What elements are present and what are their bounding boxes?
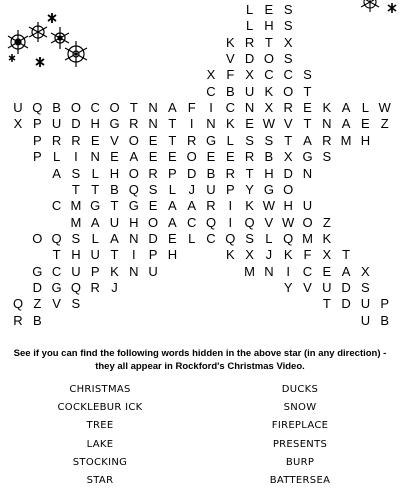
grid-letter: W (262, 198, 276, 214)
grid-letter: A (52, 165, 61, 181)
grid-letter: V (264, 214, 274, 230)
grid-letter: Q (225, 230, 236, 246)
grid-letter: P (32, 149, 42, 165)
grid-letter: L (168, 181, 176, 197)
grid-letter: T (91, 181, 100, 197)
grid-letter: Z (322, 214, 331, 230)
word-item: STAR (86, 475, 114, 487)
grid-letter: H (129, 214, 139, 230)
grid-letter: S (283, 18, 293, 34)
grid-letter: D (186, 165, 197, 181)
grid-letter: C (302, 263, 313, 279)
grid-letter: V (52, 296, 61, 312)
grid-letter: B (32, 312, 42, 328)
grid-letter: M (302, 230, 313, 246)
grid-letter: H (90, 116, 100, 132)
grid-letter: D (341, 279, 351, 295)
grid-letter: Q (205, 214, 217, 230)
grid-letter: A (168, 100, 177, 116)
grid-letter: N (322, 116, 332, 132)
grid-letter: C (90, 100, 100, 116)
grid-letter: W (378, 100, 391, 116)
grid-letter: P (148, 247, 158, 263)
grid-letter: K (283, 247, 293, 263)
grid-letter: P (90, 263, 100, 279)
grid-letter: X (245, 67, 254, 83)
grid-letter: X (13, 116, 23, 132)
grid-letter: D (341, 296, 351, 312)
grid-letter: S (283, 51, 293, 67)
grid-letter: N (244, 100, 255, 116)
grid-letter: U (90, 247, 100, 263)
grid-letter: O (186, 149, 197, 165)
grid-letter: H (264, 18, 274, 34)
grid-letter: V (225, 51, 235, 67)
grid-letter: B (380, 312, 390, 328)
grid-letter: O (263, 51, 274, 67)
grid-letter: S (322, 149, 332, 165)
grid-letter: T (71, 181, 80, 197)
grid-letter: E (206, 149, 216, 165)
grid-letter: G (32, 263, 43, 279)
grid-letter: R (322, 132, 332, 148)
grid-letter: B (52, 100, 61, 116)
grid-letter: C (206, 83, 216, 99)
word-item: BATTERSEA (269, 475, 331, 487)
grid-letter: V (110, 132, 119, 148)
grid-letter: T (245, 165, 254, 181)
grid-letter: A (90, 214, 100, 230)
grid-letter: I (131, 247, 136, 263)
grid-letter: B (225, 83, 235, 99)
grid-letter: J (111, 279, 118, 295)
word-list-left (0, 381, 200, 490)
grid-letter: R (13, 312, 23, 328)
grid-letter: C (225, 100, 235, 116)
grid-letter: J (188, 181, 195, 197)
grid-letter: D (244, 51, 255, 67)
grid-letter: S (283, 2, 293, 17)
grid-letter: A (129, 149, 139, 165)
grid-letter: T (168, 116, 177, 132)
grid-letter: A (110, 230, 119, 246)
grid-letter: S (245, 132, 254, 148)
grid-letter: L (91, 165, 99, 181)
grid-letter: E (264, 2, 274, 17)
grid-letter: O (302, 214, 313, 230)
grid-letter: B (206, 165, 216, 181)
grid-letter: P (32, 116, 42, 132)
grid-letter: U (360, 312, 371, 328)
grid-letter: R (225, 165, 235, 181)
snowflake-cluster-icon (2, 8, 98, 70)
grid-letter: T (303, 116, 312, 132)
grid-letter: E (303, 100, 312, 116)
grid-letter: P (225, 181, 235, 197)
grid-letter: Y (245, 181, 254, 197)
grid-letter: V (283, 116, 293, 132)
grid-letter: L (91, 230, 99, 246)
grid-letter: S (71, 230, 81, 246)
grid-letter: U (13, 100, 23, 116)
grid-letter: T (168, 132, 177, 148)
grid-letter: N (302, 165, 313, 181)
grid-letter: G (263, 181, 274, 197)
grid-letter: T (342, 247, 351, 263)
grid-letter: E (110, 149, 119, 165)
grid-letter: U (148, 263, 158, 279)
grid-letter: N (206, 116, 216, 132)
grid-letter: R (206, 198, 216, 214)
grid-letter: V (303, 279, 312, 295)
grid-letter: R (244, 149, 255, 165)
grid-letter: N (148, 116, 158, 132)
grid-letter: H (71, 247, 81, 263)
grid-letter: X (361, 263, 370, 279)
grid-letter: A (303, 132, 312, 148)
instructions: See if you can find the following words hidden in the above star (in any direction) - they all appear in Rockford's Christmas Video. (13, 348, 387, 372)
word-item: BURP (285, 456, 315, 468)
grid-letter: E (90, 132, 100, 148)
grid-letter: L (361, 100, 369, 116)
grid-letter: E (225, 149, 235, 165)
grid-letter: Q (12, 296, 24, 312)
grid-letter: T (322, 296, 331, 312)
grid-letter: U (71, 263, 81, 279)
grid-letter: R (148, 165, 158, 181)
grid-letter: L (245, 18, 254, 34)
grid-letter: C (51, 263, 62, 279)
grid-letter: E (245, 116, 254, 132)
grid-letter: Z (33, 296, 42, 312)
grid-letter: X (206, 67, 216, 83)
grid-letter: D (283, 165, 293, 181)
grid-letter: I (189, 116, 194, 132)
grid-letter: K (225, 116, 235, 132)
grid-letter: H (109, 165, 120, 181)
grid-letter: M (70, 198, 82, 214)
grid-letter: L (245, 2, 254, 17)
grid-letter: N (148, 100, 158, 116)
grid-letter: G (109, 116, 120, 132)
grid-letter: Q (128, 181, 139, 197)
grid-letter: X (245, 247, 254, 263)
grid-letter: O (148, 214, 159, 230)
grid-letter: F (303, 247, 312, 263)
grid-letter: T (110, 247, 119, 263)
grid-letter: H (167, 247, 178, 263)
grid-letter: K (110, 263, 119, 279)
grid-letter: U (51, 116, 62, 132)
grid-letter: Q (70, 279, 81, 295)
grid-letter: L (52, 149, 61, 165)
word-item: DUCKS (281, 384, 319, 395)
grid-letter: R (186, 132, 197, 148)
grid-letter: X (264, 100, 274, 116)
grid-letter: O (128, 132, 139, 148)
grid-letter: E (361, 116, 370, 132)
grid-letter: K (322, 100, 332, 116)
grid-letter: B (110, 181, 119, 197)
grid-letter: S (361, 279, 370, 295)
grid-letter: K (245, 198, 254, 214)
grid-letter: N (264, 263, 274, 279)
grid-letter: E (148, 132, 158, 148)
grid-letter: T (284, 132, 293, 148)
grid-letter: S (71, 165, 81, 181)
grid-letter: A (168, 198, 177, 214)
grid-letter: X (322, 247, 332, 263)
grid-letter: D (148, 230, 158, 246)
snowflake-corner-icon (352, 0, 400, 20)
grid-letter: P (380, 296, 390, 312)
grid-letter: X (283, 34, 293, 50)
grid-letter: A (341, 116, 351, 132)
grid-letter: O (283, 83, 294, 99)
grid-letter: N (129, 263, 139, 279)
grid-letter: T (129, 100, 138, 116)
grid-letter: G (90, 198, 101, 214)
grid-letter: R (71, 132, 81, 148)
grid-letter: X (283, 149, 293, 165)
grid-letter: I (209, 100, 213, 116)
grid-letter: C (283, 67, 293, 83)
grid-letter: O (32, 230, 43, 246)
grid-letter: I (228, 198, 233, 214)
grid-letter: T (110, 198, 119, 214)
word-item: LAKE (86, 438, 114, 450)
grid-letter: U (109, 214, 120, 230)
grid-letter: O (70, 100, 81, 116)
grid-letter: M (340, 132, 352, 148)
grid-letter: M (244, 263, 256, 279)
grid-letter: S (71, 296, 81, 312)
grid-letter: Q (283, 230, 294, 246)
grid-letter: I (228, 214, 233, 230)
grid-letter: Z (380, 116, 389, 132)
word-item: PRESENTS (272, 438, 328, 450)
grid-letter: K (225, 34, 235, 50)
grid-letter: G (302, 149, 313, 165)
grid-letter: E (148, 149, 158, 165)
grid-letter: A (168, 214, 177, 230)
grid-letter: C (186, 214, 197, 230)
grid-letter: L (226, 132, 234, 148)
grid-letter: O (128, 165, 139, 181)
word-item: TREE (86, 420, 114, 432)
grid-letter: R (129, 116, 139, 132)
word-item: COCKLEBUR ICK (57, 402, 143, 414)
grid-letter: O (283, 181, 294, 197)
grid-letter: J (265, 247, 273, 263)
grid-letter: C (206, 230, 216, 246)
grid-letter: U (206, 181, 216, 197)
grid-letter: Y (283, 279, 293, 295)
grid-letter: K (264, 83, 274, 99)
grid-letter: A (341, 263, 351, 279)
grid-letter: L (188, 230, 196, 246)
grid-letter: H (283, 198, 293, 214)
grid-letter: G (128, 198, 139, 214)
word-item: SNOW (283, 402, 317, 414)
grid-letter: O (109, 100, 120, 116)
grid-letter: S (303, 67, 312, 83)
grid-letter: T (52, 247, 61, 263)
grid-letter: G (51, 279, 62, 295)
grid-letter: S (245, 230, 254, 246)
grid-letter: R (283, 100, 293, 116)
grid-letter: E (168, 230, 177, 246)
grid-letter: H (264, 165, 274, 181)
grid-letter: R (51, 132, 62, 148)
grid-letter: D (32, 279, 42, 295)
grid-letter: W (262, 116, 276, 132)
word-item: CHRISTMAS (69, 384, 131, 395)
grid-letter: Q (32, 100, 43, 116)
grid-letter: I (74, 149, 78, 165)
grid-letter: S (264, 132, 274, 148)
grid-letter: U (360, 296, 371, 312)
grid-letter: F (226, 67, 235, 83)
grid-letter: F (187, 100, 196, 116)
grid-letter: Q (244, 214, 255, 230)
grid-letter: G (205, 132, 217, 148)
grid-letter: I (286, 263, 290, 279)
grid-letter: R (90, 279, 100, 295)
grid-letter: K (225, 247, 235, 263)
grid-letter: C (264, 67, 274, 83)
grid-letter: N (90, 149, 100, 165)
grid-letter: A (187, 198, 197, 214)
grid-letter: E (148, 198, 158, 214)
grid-letter: W (282, 214, 295, 230)
grid-letter: U (322, 279, 332, 295)
grid-letter: Q (51, 230, 62, 246)
grid-letter: K (322, 230, 332, 246)
grid-letter: U (302, 198, 313, 214)
grid-letter: E (322, 263, 332, 279)
grid-letter: P (32, 132, 42, 148)
grid-letter: H (360, 132, 371, 148)
grid-letter: S (148, 181, 158, 197)
word-item: FIREPLACE (271, 420, 329, 432)
grid-letter: L (265, 230, 273, 246)
grid-letter: R (244, 34, 255, 50)
word-item: STOCKING (72, 456, 128, 468)
grid-letter: U (244, 83, 255, 99)
grid-letter: A (341, 100, 351, 116)
grid-letter: E (168, 149, 177, 165)
grid-letter: N (129, 230, 139, 246)
word-list-right (200, 381, 400, 490)
grid-letter: D (71, 116, 81, 132)
grid-letter: T (303, 83, 312, 99)
grid-letter: T (264, 34, 273, 50)
grid-letter: P (168, 165, 177, 181)
grid-letter: M (70, 214, 82, 230)
grid-letter: C (51, 198, 62, 214)
grid-letter: B (264, 149, 274, 165)
